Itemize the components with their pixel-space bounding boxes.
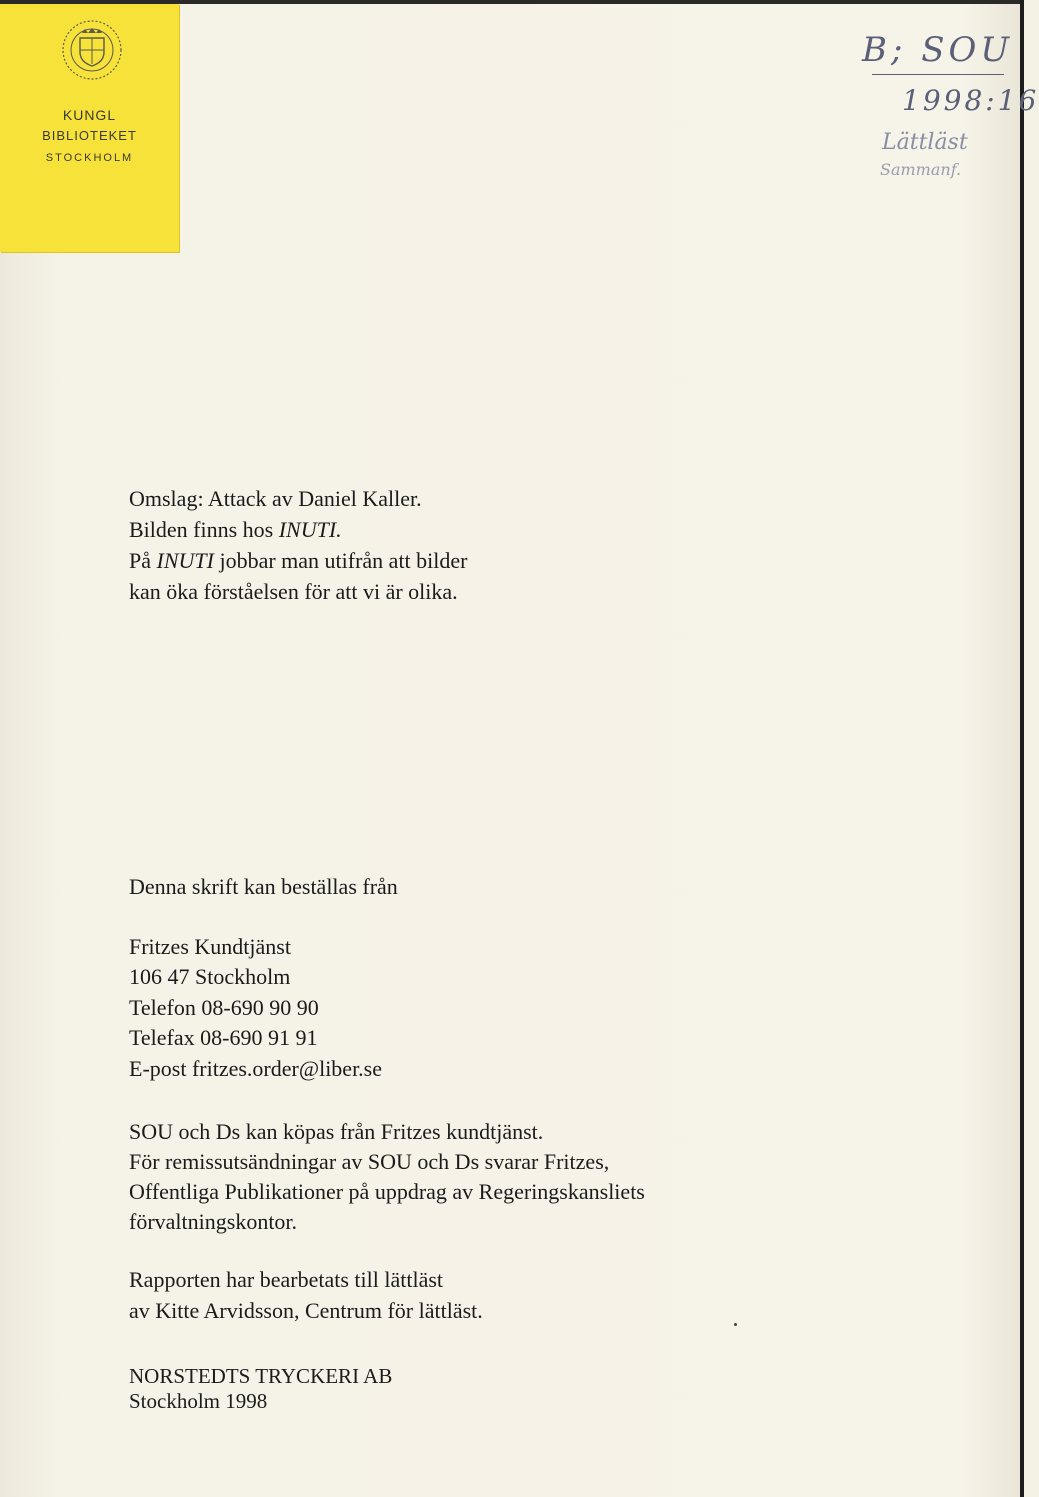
cover-note-line-2 [129,515,342,544]
editing-line-2: av Kitte Arvidsson, Centrum för lättläst. [129,1298,483,1323]
order-email: E-post fritzes.order@liber.se [129,1056,383,1081]
handwritten-underline [872,74,1004,75]
distribution-line-4: förvaltningskontor. [129,1209,298,1234]
cover-note-line-3 [129,546,467,575]
cover-note-line-2-text: Bilden finns hos [129,517,279,542]
cover-note-line-1: Omslag: Attack av Daniel Kaller. [129,486,422,511]
order-heading: Denna skrift kan beställas från [129,874,398,899]
distribution-line-1: SOU och Ds kan köpas från Fritzes kundtjänst. [129,1119,544,1144]
distribution-line-3: Offentliga Publikationer på uppdrag av Regeringskansliets [129,1179,645,1204]
order-address: 106 47 Stockholm [129,964,291,989]
distribution-line-2: För remissutsändningar av SOU och Ds svarar Fritzes, [129,1149,610,1174]
cover-note-line-3-suffix: jobbar man utifrån att bilder [213,548,468,573]
cover-note-inuti-2: INUTI [156,548,214,573]
printer-name: NORSTEDTS TRYCKERI AB [129,1364,393,1388]
order-fax: Telefax 08-690 91 91 [129,1025,318,1050]
scan-right-edge [1020,0,1024,1497]
order-name: Fritzes Kundtjänst [129,934,291,959]
handwritten-note-1: Lättläst [882,130,968,155]
handwritten-call-number: B; SOU [862,30,1014,70]
stamp-line-3: STOCKHOLM [45,152,134,164]
printer-place-year: Stockholm 1998 [129,1389,268,1413]
library-crest-seal-icon [60,18,124,82]
cover-note-inuti-1: INUTI. [278,517,342,542]
order-phone: Telefon 08-690 90 90 [129,995,319,1020]
handwritten-note-2: Sammanf. [880,160,962,179]
cover-note-line-4: kan öka förståelsen för att vi är olika. [129,579,458,604]
editing-line-1: Rapporten har bearbetats till lättläst [129,1267,444,1292]
library-stamp-sticker [0,4,179,252]
ink-speck [734,1323,737,1326]
stamp-line-2: BIBLIOTEKET [42,128,137,143]
cover-note-line-3-prefix: På [129,548,157,573]
handwritten-year-number: 1998:16 [902,84,1039,117]
stamp-line-1: KUNGL [62,107,117,123]
